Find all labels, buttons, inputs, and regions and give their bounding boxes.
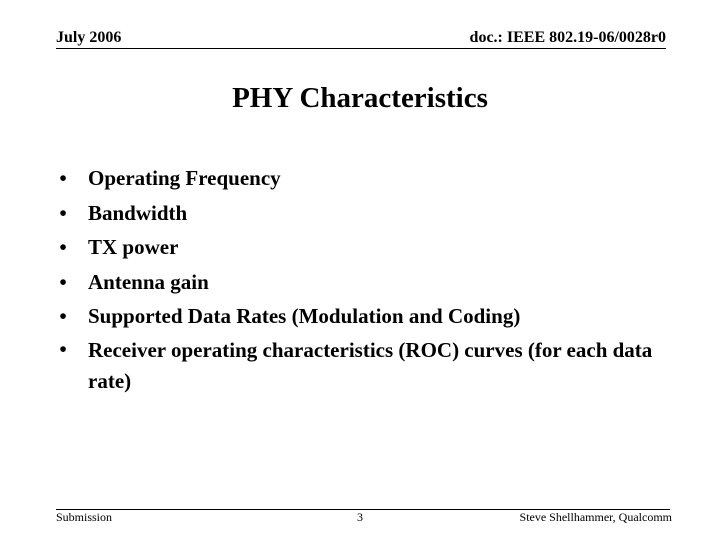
bullet-dot-icon: • (59, 166, 67, 190)
bullet-dot-icon: • (59, 269, 67, 294)
bullet-dot-icon: • (59, 235, 67, 259)
bullet-text: Operating Frequency (88, 166, 281, 190)
bullet-dot-icon: • (59, 200, 67, 225)
bullet-item (56, 196, 656, 231)
bullet-dot-icon: • (59, 336, 67, 361)
header-divider (56, 48, 666, 49)
bullet-text: Receiver operating characteristics (ROC) curves (for each data rate) (88, 337, 653, 393)
bullet-item (56, 161, 656, 196)
header-date: July 2006 (56, 29, 122, 46)
bullet-text: Antenna gain (88, 269, 209, 294)
bullet-item (56, 334, 656, 397)
bullet-text: Bandwidth (88, 200, 188, 225)
bullet-text: Supported Data Rates (Modulation and Coding) (88, 304, 521, 328)
bullet-item (56, 299, 656, 334)
bullet-item (56, 265, 656, 300)
bullet-list (56, 161, 656, 397)
bullet-item (56, 230, 656, 265)
page-number: 3 (357, 510, 363, 524)
bullet-dot-icon: • (59, 304, 67, 328)
slide-title: PHY Characteristics (232, 82, 488, 114)
footer-submission: Submission (56, 510, 113, 524)
footer-author: Steve Shellhammer, Qualcomm (519, 510, 672, 524)
bullet-text: TX power (88, 235, 179, 259)
header-doc-id: doc.: IEEE 802.19-06/0028r0 (469, 29, 666, 46)
